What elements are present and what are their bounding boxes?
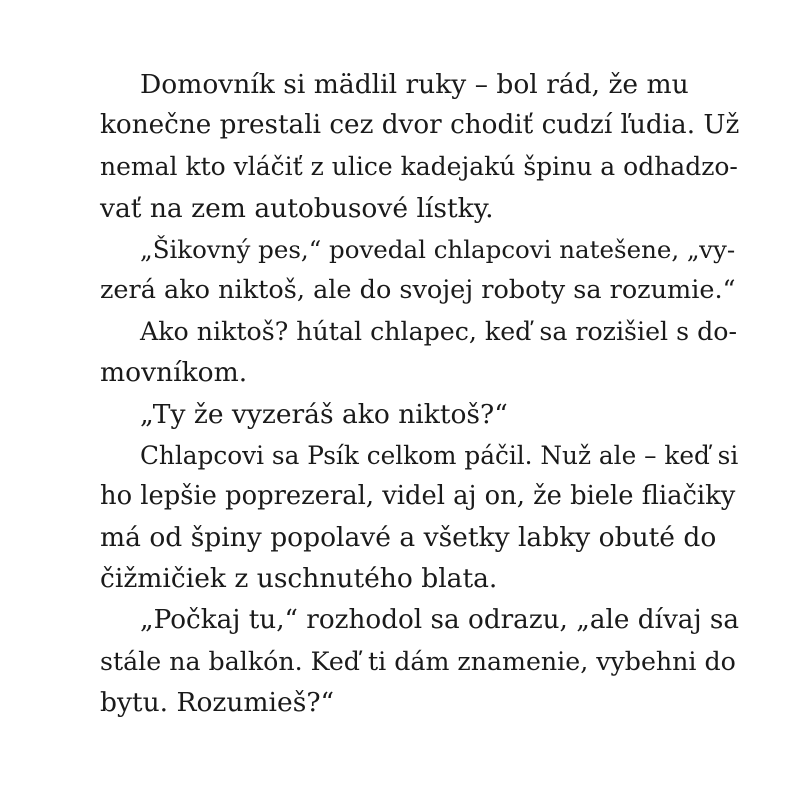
text-line: stále na balkón. Keď ti dám znamenie, vybehni do — [100, 646, 736, 676]
text-line: „Počkaj tu,“ rozhodol sa odrazu, „ale dívaj sa — [140, 604, 740, 635]
text-line: Domovník si mädlil ruky – bol rád, že mu — [140, 69, 689, 100]
text-line: čižmičiek z uschnutého blata. — [100, 563, 498, 595]
text-line: „Ty že vyzeráš ako niktoš?“ — [140, 398, 508, 430]
body-text — [100, 64, 740, 723]
text-line: Chlapcovi sa Psík celkom páčil. Nuž ale – keď si — [140, 440, 739, 470]
text-line: zerá ako niktoš, ale do svojej roboty sa rozumie.“ — [100, 275, 736, 306]
text-line: bytu. Rozumieš?“ — [100, 687, 335, 719]
text-line: vať na zem autobusové lístky. — [100, 192, 494, 224]
text-line: nemal kto vláčiť z ulice kadejakú špinu a odhadzo- — [100, 152, 738, 182]
text-line: Ako niktoš? hútal chlapec, keď sa rozišiel s do- — [140, 317, 738, 347]
text-line: movníkom. — [100, 357, 248, 389]
text-line: ho lepšie poprezeral, videl aj on, že biele fliačiky — [100, 481, 736, 512]
text-line: konečne prestali cez dvor chodiť cudzí ľudia. Už — [100, 110, 740, 141]
text-line: „Šikovný pes,“ povedal chlapcovi natešene, „vy- — [140, 234, 736, 264]
text-line: má od špiny popolavé a všetky labky obuté do — [100, 522, 717, 554]
